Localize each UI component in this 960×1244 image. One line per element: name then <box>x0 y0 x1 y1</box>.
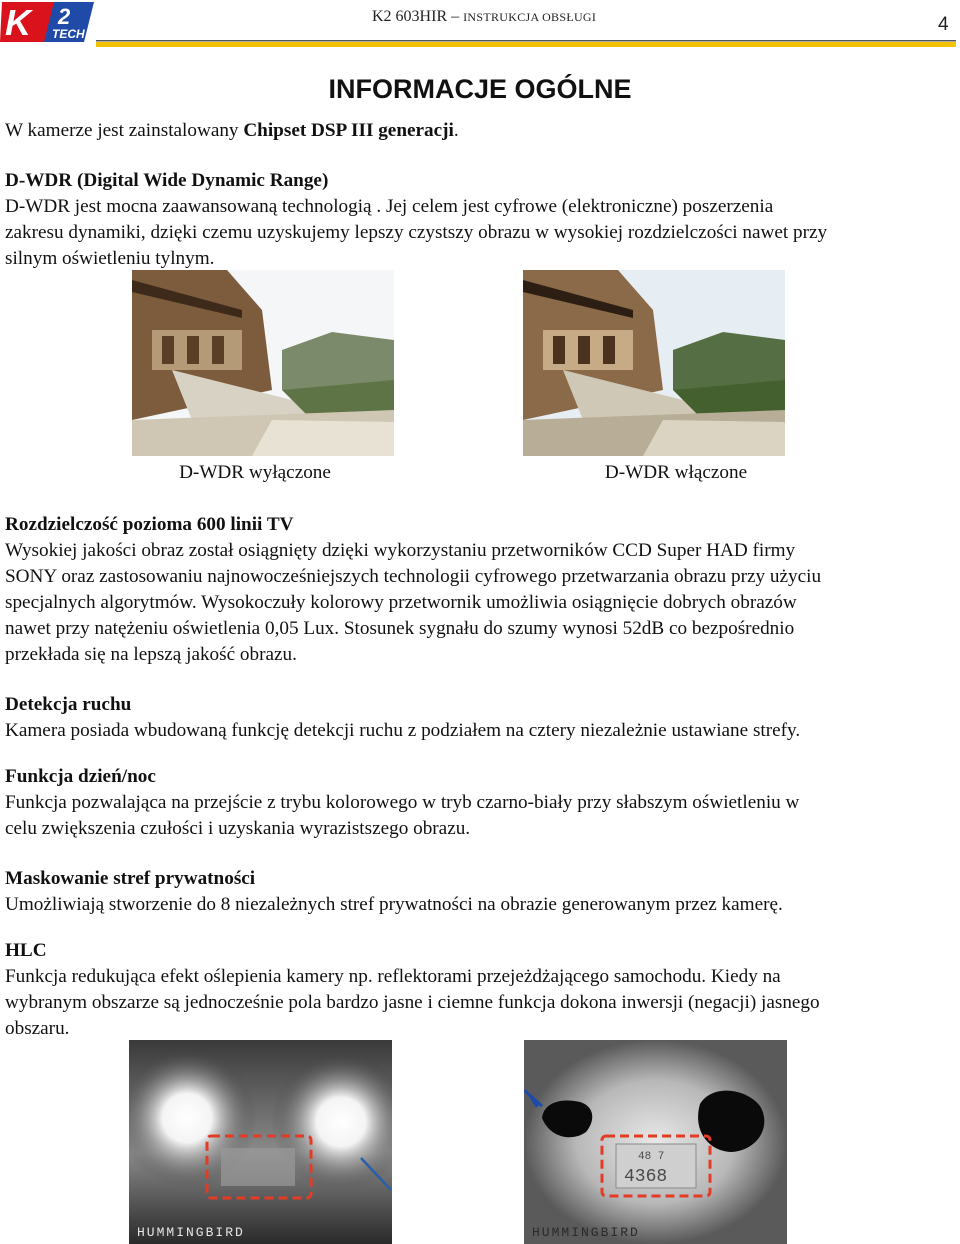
daynight-section <box>5 764 957 842</box>
daynight-title: Funkcja dzień/noc <box>5 766 156 787</box>
privacy-section <box>5 866 957 918</box>
svg-text:K: K <box>5 2 31 43</box>
resolution-line: SONY oraz zastosowaniu najnowocześniejszych technologii cyfrowego przetwarzania obrazu przy użyciu <box>5 566 822 587</box>
svg-text:4368: 4368 <box>624 1167 668 1187</box>
wdr-section <box>5 168 957 272</box>
caption-wdr-off: D-WDR wyłączone <box>179 462 331 483</box>
k2-tech-logo <box>0 0 96 44</box>
motion-section <box>5 692 957 744</box>
svg-text:48 7: 48 7 <box>638 1151 665 1163</box>
hlc-section <box>5 938 957 1042</box>
caption-wdr-on: D-WDR włączone <box>604 462 748 483</box>
wdr-title: D-WDR (Digital Wide Dynamic Range) <box>5 170 329 191</box>
hlc-photo-on <box>524 1040 787 1244</box>
resolution-title: Rozdzielczość pozioma 600 linii TV <box>5 514 294 535</box>
daynight-line: Funkcja pozwalająca na przejście z trybu kolorowego w tryb czarno-biały przy słabszym oświetleniu w <box>5 792 800 813</box>
hlc-photo-off <box>129 1040 392 1244</box>
resolution-line: Wysokiej jakości obraz został osiągnięty dzięki wykorzystaniu przetworników CCD Super HAD firmy <box>5 540 796 561</box>
temple-photo-wdr-off <box>132 270 394 456</box>
wdr-line: silnym oświetleniu tylnym. <box>5 248 215 269</box>
wdr-line: zakresu dynamiki, dzięki czemu uzyskujemy lepszy czystszy obrazu w wysokiej rozdzielczości nawet przy <box>5 222 828 243</box>
resolution-line: nawet przy natężeniu oświetlenia 0,05 Lux. Stosunek sygnału do szumy wynosi 52dB co bezpośrednio <box>5 618 795 639</box>
document-title: K2 603HIR – INSTRUKCJA OBSŁUGI <box>372 8 597 25</box>
daynight-line: celu zwiększenia czułości i uzyskania wyrazistszego obrazu. <box>5 818 471 839</box>
hlc-title: HLC <box>5 940 47 961</box>
privacy-line: Umożliwiają stworzenie do 8 niezależnych stref prywatności na obrazie generowanym przez kamerę. <box>5 894 783 915</box>
page-number: 4 <box>938 14 949 35</box>
intro-paragraph: W kamerze jest zainstalowany Chipset DSP III generacji. <box>5 120 459 141</box>
resolution-section <box>5 512 957 668</box>
motion-line: Kamera posiada wbudowaną funkcję detekcji ruchu z podziałem na cztery niezależnie ustawiane strefy. <box>5 720 801 741</box>
privacy-title: Maskowanie stref prywatności <box>5 868 256 889</box>
resolution-line: specjalnych algorytmów. Wysokoczuły kolorowy przetwornik umożliwia osiągnięcie dobrych obrazów <box>5 592 797 613</box>
resolution-line: przekłada się na lepszą jakość obrazu. <box>5 644 297 665</box>
svg-text:HUMMINGBIRD: HUMMINGBIRD <box>137 1225 245 1240</box>
page-header <box>0 0 960 50</box>
svg-text:TECH: TECH <box>52 27 85 41</box>
page-heading: INFORMACJE OGÓLNE <box>328 74 632 104</box>
svg-text:2: 2 <box>58 4 71 29</box>
svg-text:HUMMINGBIRD: HUMMINGBIRD <box>532 1225 640 1240</box>
motion-title: Detekcja ruchu <box>5 694 132 715</box>
hlc-line: obszaru. <box>5 1018 70 1039</box>
hlc-line: Funkcja redukująca efekt oślepienia kamery np. reflektorami przejeżdżającego samochodu. Kiedy na <box>5 966 781 987</box>
hlc-line: wybranym obszarze są jednocześnie pola bardzo jasne i ciemne funkcja dokona inwersji (negacji) jasnego <box>5 992 820 1013</box>
header-rule <box>96 40 956 48</box>
temple-photo-wdr-on <box>523 270 785 456</box>
wdr-line: D-WDR jest mocna zaawansowaną technologią . Jej celem jest cyfrowe (elektroniczne) poszerzenia <box>5 196 774 217</box>
